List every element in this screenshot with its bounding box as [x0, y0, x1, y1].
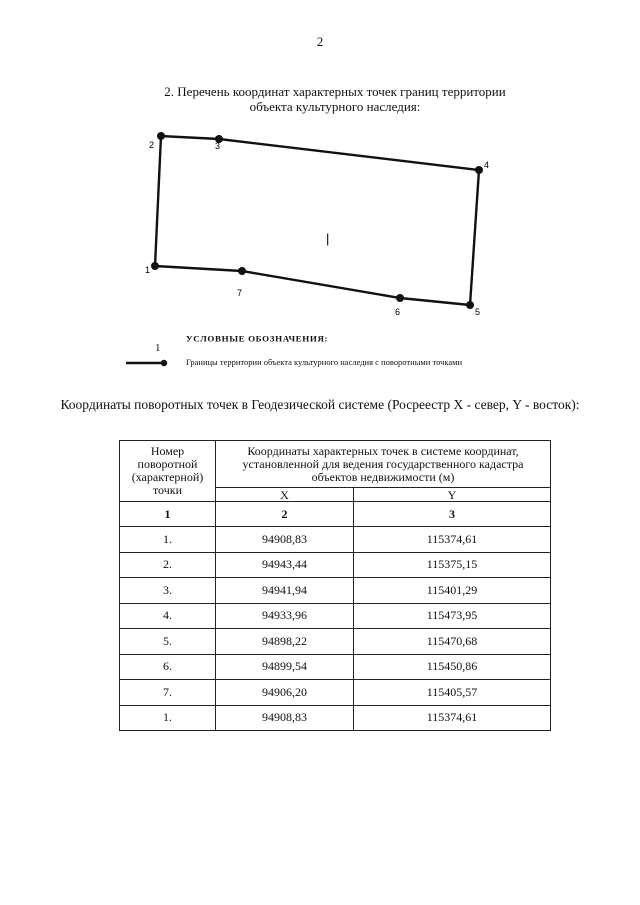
point-number-cell: 2.	[120, 552, 216, 578]
legend-point-sample	[161, 360, 167, 366]
header-num-line: точки	[152, 483, 183, 497]
point-number-cell: 4.	[120, 603, 216, 629]
table-row	[120, 527, 551, 553]
header-num-line: Номер	[150, 444, 185, 458]
x-cell: 94908,83	[216, 705, 354, 731]
legend-line-label: 1	[155, 342, 161, 354]
legend-title: УСЛОВНЫЕ ОБОЗНАЧЕНИЯ:	[186, 334, 329, 344]
point-label-3: 3	[215, 141, 221, 151]
x-cell: 94941,94	[216, 578, 354, 604]
x-cell: 94933,96	[216, 603, 354, 629]
index-cell: 3	[354, 502, 551, 527]
y-cell: 115473,95	[354, 603, 551, 629]
y-cell: 115374,61	[354, 705, 551, 731]
boundary-polygon	[155, 136, 479, 305]
page-number: 2	[316, 34, 324, 49]
column-index-row	[120, 502, 551, 527]
header-num-line: поворотной	[137, 457, 198, 471]
section-title-line2: объекта культурного наследия:	[249, 99, 421, 114]
point-label-5: 5	[475, 307, 481, 317]
x-cell: 94899,54	[216, 654, 354, 680]
point-number-cell: 6.	[120, 654, 216, 680]
x-cell: 94943,44	[216, 552, 354, 578]
table-row	[120, 680, 551, 706]
table-row	[120, 705, 551, 731]
header-num-line: (характерной)	[131, 470, 204, 484]
boundary-point-2	[157, 132, 165, 140]
header-coordinates	[216, 441, 551, 488]
index-cell: 1	[120, 502, 216, 527]
boundary-point-5	[466, 301, 474, 309]
point-label-7: 7	[237, 288, 243, 298]
header-point-number	[120, 441, 216, 502]
table-row	[120, 629, 551, 655]
boundary-point-4	[475, 166, 483, 174]
y-cell: 115401,29	[354, 578, 551, 604]
header-x: X	[216, 488, 354, 502]
point-number-cell: 5.	[120, 629, 216, 655]
scheme-center-mark: |	[326, 231, 330, 246]
boundary-point-1	[151, 262, 159, 270]
y-cell: 115405,57	[354, 680, 551, 706]
point-number-cell: 3.	[120, 578, 216, 604]
point-label-1: 1	[145, 265, 151, 275]
table-row	[120, 552, 551, 578]
legend-text: Границы территории объекта культурного наследия с поворотными точками	[186, 357, 463, 367]
point-number-cell: 7.	[120, 680, 216, 706]
y-cell: 115375,15	[354, 552, 551, 578]
x-cell: 94908,83	[216, 527, 354, 553]
table-row	[120, 654, 551, 680]
y-cell: 115470,68	[354, 629, 551, 655]
point-number-cell: 1.	[120, 705, 216, 731]
header-y: Y	[354, 488, 551, 502]
point-number-cell: 1.	[120, 527, 216, 553]
x-cell: 94906,20	[216, 680, 354, 706]
header-coord-line: объектов недвижимости (м)	[311, 469, 455, 484]
y-cell: 115374,61	[354, 527, 551, 553]
boundary-point-6	[396, 294, 404, 302]
y-cell: 115450,86	[354, 654, 551, 680]
section-title-line1: 2. Перечень координат характерных точек границ территории	[164, 84, 506, 99]
x-cell: 94898,22	[216, 629, 354, 655]
boundary-point-7	[238, 267, 246, 275]
point-label-6: 6	[395, 307, 401, 317]
point-label-4: 4	[484, 160, 490, 170]
header-coord-line: Координаты характерных точек в системе координат,	[247, 443, 519, 458]
coordinates-table	[119, 440, 551, 731]
coordinates-caption: Координаты поворотных точек в Геодезической системе (Росреестр X - север, Y - восток):	[60, 397, 580, 412]
header-coord-line: установленной для ведения государственного кадастра	[242, 456, 524, 471]
table-row	[120, 578, 551, 604]
table-row	[120, 603, 551, 629]
index-cell: 2	[216, 502, 354, 527]
boundary-scheme	[0, 0, 640, 380]
point-label-2: 2	[149, 140, 155, 150]
